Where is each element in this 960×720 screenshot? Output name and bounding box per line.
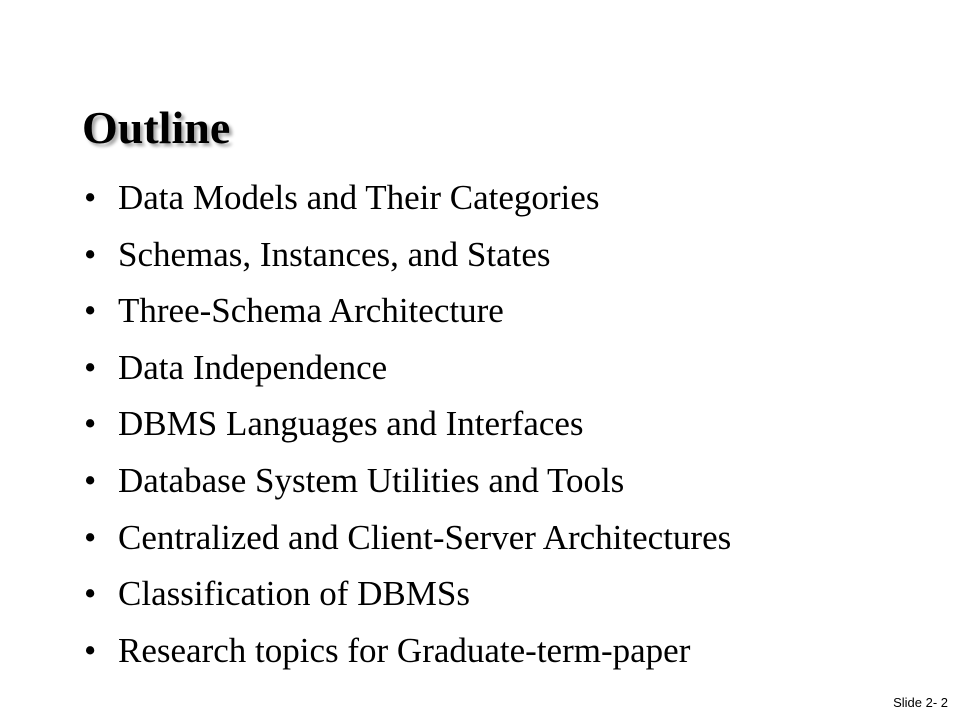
bullet-icon: • [84, 291, 97, 331]
bullet-icon: • [84, 630, 97, 670]
bullet-list [84, 170, 731, 679]
list-item-text: Three-Schema Architecture [118, 291, 504, 331]
list-item [84, 510, 731, 567]
list-item [84, 396, 731, 453]
list-item-text: Schemas, Instances, and States [118, 234, 551, 274]
list-item-text: Database System Utilities and Tools [118, 460, 625, 500]
bullet-icon: • [84, 517, 97, 557]
list-item-text: Centralized and Client-Server Architectures [118, 517, 732, 557]
bullet-icon: • [84, 460, 97, 500]
bullet-icon: • [84, 234, 97, 274]
list-item-text: Data Independence [118, 347, 388, 387]
list-item [84, 453, 731, 510]
slide-number: Slide 2- 2 [893, 695, 948, 710]
bullet-icon: • [84, 404, 97, 444]
list-item [84, 623, 731, 680]
list-item-text: Classification of DBMSs [118, 574, 470, 614]
list-item [84, 566, 731, 623]
list-item [84, 340, 731, 397]
list-item-text: DBMS Languages and Interfaces [118, 404, 584, 444]
list-item [84, 227, 731, 284]
list-item-text: Research topics for Graduate-term-paper [118, 630, 691, 670]
list-item [84, 283, 731, 340]
list-item-text: Data Models and Their Categories [118, 178, 600, 217]
list-item [84, 170, 731, 227]
bullet-icon: • [84, 574, 97, 614]
bullet-icon: • [84, 347, 97, 387]
bullet-icon: • [84, 178, 97, 217]
slide-title: Outline [82, 102, 231, 153]
